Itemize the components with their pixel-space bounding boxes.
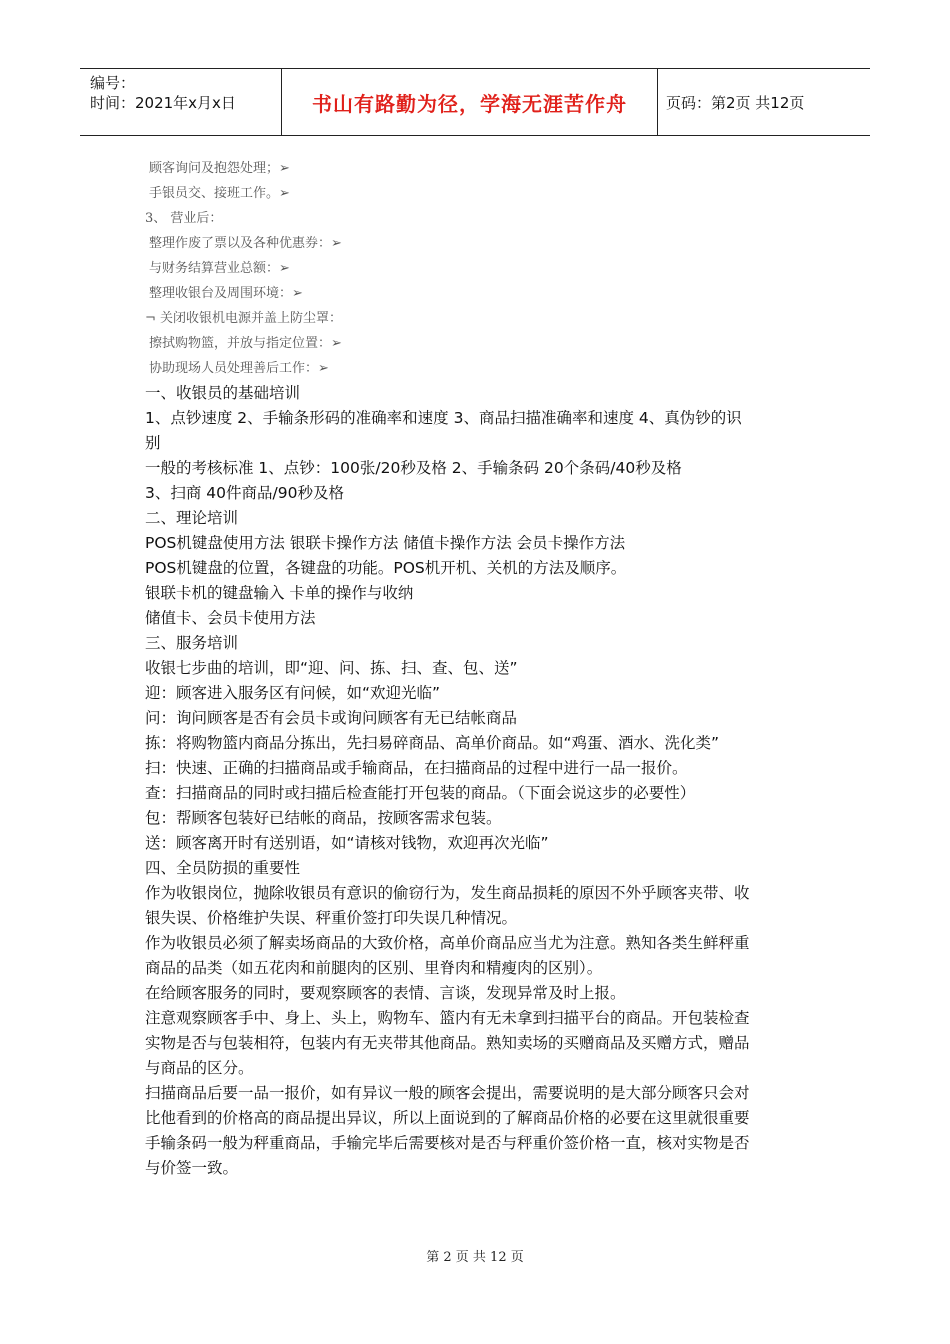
text-line: 作为收银岗位，抛除收银员有意识的偷窃行为，发生商品损耗的原因不外乎顾客夹带、收 bbox=[145, 884, 750, 902]
text-line: 包：帮顾客包装好已结帐的商品，按顾客需求包装。 bbox=[145, 809, 502, 827]
header-motto: 书山有路勤为径，学海无涯苦作舟 bbox=[312, 91, 627, 116]
checklist-item: ¬ 关闭收银机电源并盖上防尘罩： bbox=[145, 311, 343, 326]
page-footer: 第 2 页 共 12 页 bbox=[426, 1250, 524, 1265]
text-line: 与商品的区分。 bbox=[145, 1059, 254, 1077]
page-header bbox=[80, 68, 870, 136]
text-line: 送：顾客离开时有送别语，如“请核对钱物，欢迎再次光临” bbox=[145, 834, 549, 852]
checklist-item: 整理作废了票以及各种优惠券：➢ bbox=[149, 236, 342, 251]
header-meta bbox=[80, 69, 282, 135]
header-page-cell bbox=[658, 69, 870, 135]
text-line: 商品的品类（如五花肉和前腿肉的区别、里脊肉和精瘦肉的区别）。 bbox=[145, 959, 603, 977]
text-line: 迎：顾客进入服务区有问候，如“欢迎光临” bbox=[145, 684, 441, 702]
text-line: POS机键盘的位置，各键盘的功能。POS机开机、关机的方法及顺序。 bbox=[145, 559, 627, 577]
checklist-item: 顾客询问及抱怨处理；➢ bbox=[149, 161, 290, 176]
text-line: 与价签一致。 bbox=[145, 1159, 239, 1177]
text-line: 拣：将购物篮内商品分拣出，先扫易碎商品、高单价商品。如“鸡蛋、酒水、洗化类” bbox=[145, 734, 720, 752]
checklist-item: 与财务结算营业总额：➢ bbox=[149, 261, 290, 276]
text-line: 储值卡、会员卡使用方法 bbox=[145, 609, 316, 627]
checklist-item: 手银员交、接班工作。➢ bbox=[149, 186, 290, 201]
text-line: 一般的考核标准 1、点钞：100张/20秒及格 2、手输条码 20个条码/40秒及格 bbox=[145, 459, 682, 477]
text-line: 银失误、价格维护失误、秤重价签打印失误几种情况。 bbox=[145, 909, 518, 927]
doc-date-label: 时间：2021年x月x日 bbox=[90, 94, 236, 112]
text-line: 比他看到的价格高的商品提出异议，所以上面说到的了解商品价格的必要在这里就很重要 bbox=[145, 1109, 750, 1127]
header-page-number: 页码：第2页 共12页 bbox=[666, 93, 805, 112]
text-line: 手输条码一般为秤重商品，手输完毕后需要核对是否与秤重价签价格一直，核对实物是否 bbox=[145, 1134, 750, 1152]
text-line: 查：扫描商品的同时或扫描后检查能打开包装的商品。（下面会说这步的必要性） bbox=[145, 784, 696, 802]
text-line: 注意观察顾客手中、身上、头上，购物车、篮内有无未拿到扫描平台的商品。开包装检查 bbox=[145, 1009, 750, 1027]
checklist-item: 协助现场人员处理善后工作：➢ bbox=[149, 361, 329, 376]
section-heading: 一、收银员的基础培训 bbox=[145, 384, 301, 402]
checklist-heading: 3、 营业后： bbox=[145, 211, 223, 226]
text-line: 3、扫商 40件商品/90秒及格 bbox=[145, 484, 344, 502]
text-line: 作为收银员必须了解卖场商品的大致价格，高单价商品应当尤为注意。熟知各类生鲜秤重 bbox=[145, 934, 750, 952]
checklist bbox=[145, 156, 815, 381]
section-heading: 三、服务培训 bbox=[145, 634, 239, 652]
header-motto-cell bbox=[282, 69, 658, 135]
text-line: 实物是否与包装相符，包装内有无夹带其他商品。熟知卖场的买赠商品及买赠方式，赠品 bbox=[145, 1034, 750, 1052]
section-heading: 四、全员防损的重要性 bbox=[145, 859, 301, 877]
document-content bbox=[145, 156, 815, 1181]
text-line: 收银七步曲的培训，即“迎、问、拣、扫、查、包、送” bbox=[145, 659, 518, 677]
section-heading: 二、理论培训 bbox=[145, 509, 239, 527]
body-text bbox=[145, 381, 815, 1181]
text-line: 银联卡机的键盘输入 卡单的操作与收纳 bbox=[145, 584, 414, 602]
text-line: POS机键盘使用方法 银联卡操作方法 储值卡操作方法 会员卡操作方法 bbox=[145, 534, 626, 552]
text-line: 扫描商品后要一品一报价，如有异议一般的顾客会提出，需要说明的是大部分顾客只会对 bbox=[145, 1084, 750, 1102]
text-line: 别 bbox=[145, 434, 161, 452]
text-line: 1、点钞速度 2、手输条形码的准确率和速度 3、商品扫描准确率和速度 4、真伪钞的识 bbox=[145, 409, 742, 427]
text-line: 问：询问顾客是否有会员卡或询问顾客有无已结帐商品 bbox=[145, 709, 518, 727]
checklist-item: 整理收银台及周围环境：➢ bbox=[149, 286, 303, 301]
doc-number-label: 编号： bbox=[90, 74, 136, 92]
checklist-item: 擦拭购物篮，并放与指定位置：➢ bbox=[149, 336, 342, 351]
text-line: 扫：快速、正确的扫描商品或手输商品，在扫描商品的过程中进行一品一报价。 bbox=[145, 759, 688, 777]
text-line: 在给顾客服务的同时，要观察顾客的表情、言谈，发现异常及时上报。 bbox=[145, 984, 626, 1002]
